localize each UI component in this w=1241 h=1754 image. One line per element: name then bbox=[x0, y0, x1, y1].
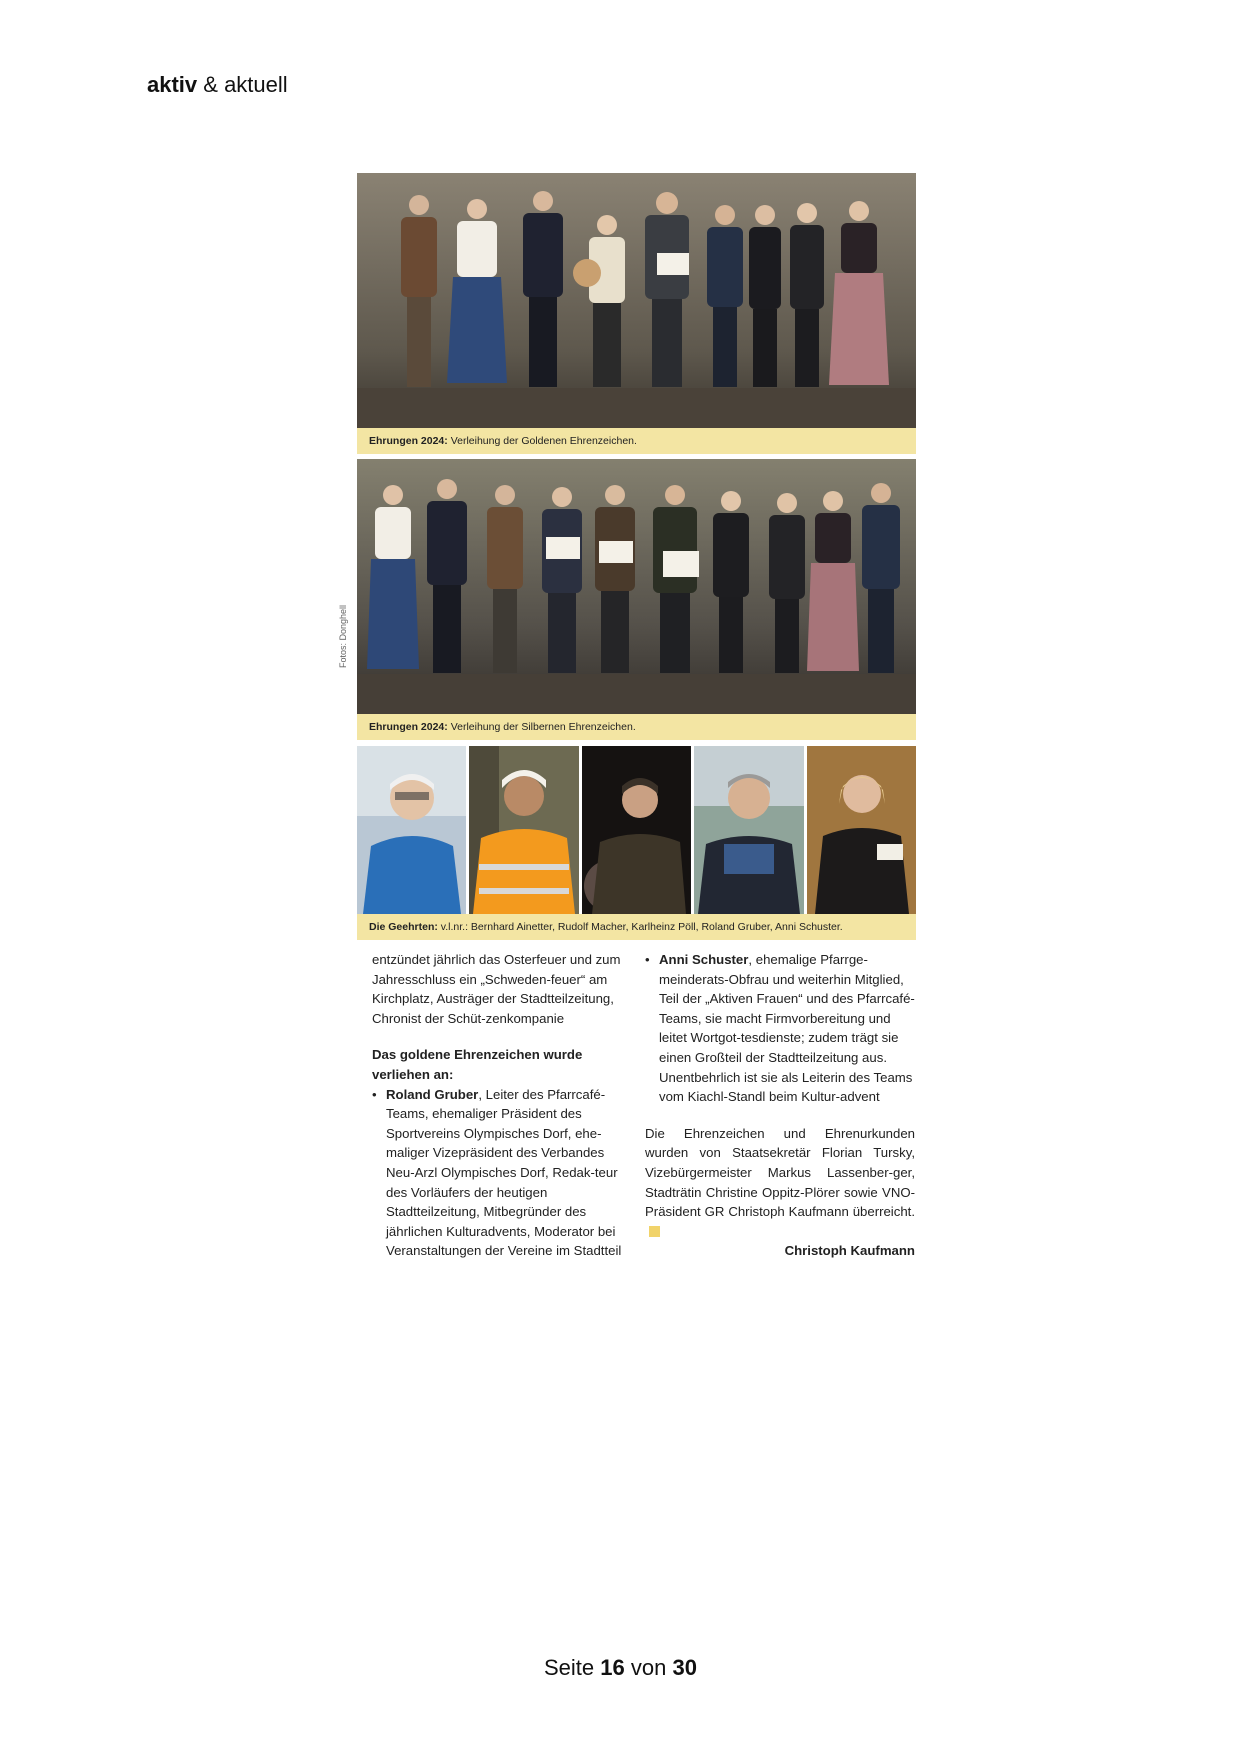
closing-paragraph bbox=[645, 1124, 915, 1242]
caption-silver-bold: Ehrungen 2024: bbox=[369, 721, 448, 733]
caption-portraits-text: v.l.nr.: Bernhard Ainetter, Rudolf Macher, Karlheinz Pöll, Roland Gruber, Anni Schuster. bbox=[440, 921, 843, 933]
gruber-name: Roland Gruber bbox=[386, 1086, 479, 1102]
portrait-macher bbox=[469, 746, 578, 914]
portrait-row bbox=[357, 746, 916, 914]
left-intro: entzündet jährlich das Osterfeuer und zum Jahresschluss ein „Schweden-feuer“ am Kirchplatz, Austräger der Stadtteilzeitung, Chronist der Schüt-zenkompanie bbox=[372, 952, 621, 1026]
gold-heading: Das goldene Ehrenzeichen wurde verliehen an: bbox=[372, 1047, 583, 1082]
article-author: Christoph Kaufmann bbox=[784, 1243, 915, 1259]
end-mark-icon bbox=[649, 1226, 660, 1237]
bullet-gruber bbox=[372, 1085, 632, 1261]
caption-gold-text: Verleihung der Goldenen Ehrenzeichen. bbox=[450, 435, 637, 447]
header-bold: aktiv bbox=[147, 72, 198, 97]
article-left-column bbox=[372, 950, 632, 1261]
page-header bbox=[147, 72, 288, 98]
caption-silver-text: Verleihung der Silbernen Ehrenzeichen. bbox=[450, 721, 636, 733]
portrait-gruber bbox=[694, 746, 803, 914]
footer-page: 16 bbox=[600, 1655, 625, 1680]
footer-prefix: Seite bbox=[544, 1655, 595, 1680]
article-right-column bbox=[645, 950, 915, 1261]
photo-credit: Fotos: Donghell bbox=[338, 604, 348, 668]
gruber-text: , Leiter des Pfarrcafé-Teams, ehemaliger Präsident des Sportvereins Olympisches Dorf, ehe-maliger Vizepräsident des Verbandes Neu-Arzl Olympisches Dorf, Redak-teur des Vorläufers der heutigen Stadtteilzeitung, Mitbegründer des jährlichen Kulturadvents, Moderator bei Veranstaltungen der Vereine im Stadtteil bbox=[386, 1086, 622, 1259]
bullet-schuster bbox=[645, 950, 915, 1107]
schuster-text: , ehemalige Pfarrge-meinderats-Obfrau und weiterhin Mitglied, Teil der „Aktiven Frauen“ und des Pfarrcafé-Teams, sie macht Firmvorbereitung und leitet Wortgot-tesdienste; zudem trägt sie einen Großteil der Stadtteilzeitung aus. Unentbehrlich ist sie als Leiterin des Teams vom Kiachl-Standl beim Kultur-advent bbox=[659, 952, 915, 1105]
page-footer bbox=[0, 1655, 1241, 1681]
caption-gold bbox=[357, 428, 916, 454]
caption-silver bbox=[357, 714, 916, 740]
group-photo-silver bbox=[357, 459, 916, 740]
group-photo-gold bbox=[357, 173, 916, 454]
portrait-poell bbox=[582, 746, 691, 914]
caption-portraits bbox=[357, 914, 916, 940]
portrait-schuster bbox=[807, 746, 916, 914]
footer-mid: von bbox=[630, 1655, 667, 1680]
header-rest: & aktuell bbox=[203, 72, 288, 97]
caption-portraits-bold: Die Geehrten: bbox=[369, 921, 438, 933]
newspaper-clipping bbox=[357, 173, 916, 940]
closing-text: Die Ehrenzeichen und Ehrenurkunden wurden von Staatsekretär Florian Tursky, Vizebürgermeister Markus Lassenber-ger, Stadträtin Christine Oppitz-Plörer sowie VNO-Präsident GR Christoph Kaufmann überreicht. bbox=[645, 1125, 915, 1220]
portrait-ainetter bbox=[357, 746, 466, 914]
schuster-name: Anni Schuster bbox=[659, 952, 749, 967]
caption-gold-bold: Ehrungen 2024: bbox=[369, 435, 448, 447]
footer-total: 30 bbox=[672, 1655, 697, 1680]
